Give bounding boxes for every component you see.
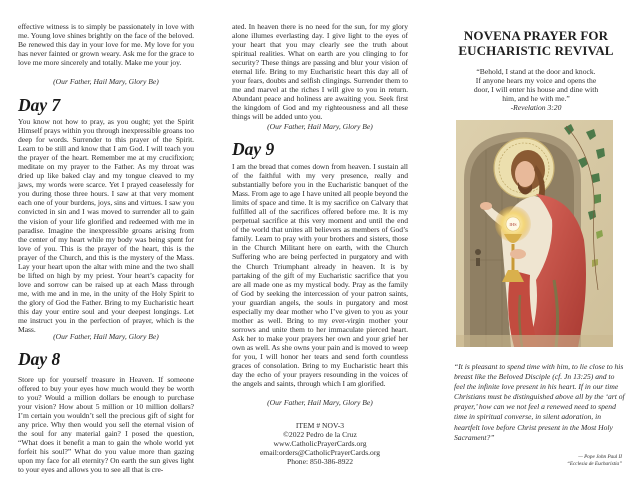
- scripture-reference: -Revelation 3:20: [510, 103, 562, 113]
- day9-prayer-line: (Our Father, Hail Mary, Glory Be): [267, 398, 373, 407]
- ihs-inscription: IHS: [509, 222, 517, 227]
- day7-heading: Day 7: [18, 95, 61, 115]
- painting-illustration: [456, 120, 613, 347]
- quote-attribution: [446, 454, 622, 468]
- quote-source: “Ecclesia de Eucharistia”: [566, 461, 622, 467]
- column-middle: [232, 0, 408, 489]
- publisher-footer: [232, 421, 408, 466]
- day9-heading: Day 9: [232, 139, 275, 159]
- quote-author: — Pope John Paul II: [578, 454, 622, 460]
- column-right: [446, 0, 626, 489]
- day8-text: Store up for yourself treasure in Heaven. If someone offered to buy your eyes how much would they be worth to you? Would a million dollars be enough to purchase your vision? How about 5 million or 10 million dollars? I’m certain you wouldn’t sell the precious gift of sight for any price. Why then would you sell the eternal vision of the soul for any material gain? I posed the question, “What does it benefit a man to gain the whole world yet forfeit his soul?” What do you value more than gazing upon my face for all eternity? On earth the sun gives light to your eyes and allows you to see all that is cre-: [18, 375, 194, 475]
- day8-prayer-line: (Our Father, Hail Mary, Glory Be): [267, 122, 373, 131]
- scripture-epigraph: [446, 67, 626, 112]
- epigraph-line: him, and he with me.”: [502, 94, 570, 104]
- phone-number: Phone: 850-386-8922: [286, 457, 354, 467]
- email-link[interactable]: email:orders@CatholicPrayerCards.org: [259, 448, 381, 458]
- epigraph-line: “Behold, I stand at the door and knock.: [476, 67, 596, 76]
- copyright: ©2022 Pedro de la Cruz: [283, 430, 357, 440]
- card-title-line1: NOVENA PRAYER FOR: [463, 28, 609, 43]
- day7-text: You know not how to pray, as you ought; yet the Spirit Himself prays within you through inexpressible groans too deep for words. Surrender to this prayer of the Spirit. Learn to be still and know that I am God. I will teach you the prayer of the heart. Remember me at my crucifixion; meditate on my prayer to the Father. As my throat was dried up like baked clay and my tongue cleaved to my jaws, my words were scarce. Yet I prayed ceaselessly for you during those three hours. I saw at that very moment each one of your burdens, joys, sins and virtues. I saw you convicted in sin and I was moved to surrender all to gain the vision of your life glorified and redeemed with me in paradise. Imagine the inexpressible groans arising from the center of my heart while my body was being spent for love of you. This is the prayer of the heart, this is the prayer of the Church, and this is the mystery of the Mass. Lay your heart upon the altar with mine and the two shall be lifted on high by my priest. Your heart’s capacity for love and sorrow can be raised up at each Mass through me, with me and in me, in the unity of the Holy Spirit to the glory of God the Father. Bring to my Eucharistic heart this day your entire soul and your deepest longings. Let me instruct you in the perfection of prayer, which is the Mass.: [18, 117, 194, 335]
- day6-prayer-line: (Our Father, Hail Mary, Glory Be): [53, 77, 159, 86]
- day8-continued-text: ated. In heaven there is no need for the sun, for my glory alone illumes everlasting day. I give light to the eyes of your heart that you may clearly see the truth about spiritual realities. What on earth are you clinging to for security? These things are passing and blur your vision of eternal life. Bring to my Eucharistic heart this day all of your fears, doubts and selfish clingings. Surrender them to me and marvel at the riches I will give to you in return. Abundant peace and holiness are awaiting you. Seek first the kingdom of God and my righteousness and all these things will be added unto you.: [232, 22, 408, 122]
- jesus-knocking-painting: [456, 120, 613, 347]
- papal-quote: “It is pleasant to spend time with him, to lie close to his breast like the Beloved Disciple (cf. Jn 13:25) and to feel the infinite love present in his heart. If in our time Christians must be distinguished above all by the ‘art of prayer,’ how can we not feel a renewed need to spend time in spiritual converse, in silent adoration, in heartfelt love before Christ present in the Most Holy Sacrament?”: [454, 362, 625, 442]
- item-number: ITEM # NOV-3: [295, 421, 345, 430]
- day8-heading: Day 8: [18, 349, 61, 369]
- day6-continued-text: effective witness is to simply be passionately in love with me. Young love shines brightly on the face of the beloved. Be renewed this day in your love for me. My love for you has never fainted or grown weary. Ask me for the grace to love me more sincerely and totally. Make me your joy.: [18, 22, 194, 68]
- column-left: [18, 0, 194, 489]
- epigraph-line: door, I will enter his house and dine with: [473, 85, 599, 95]
- epigraph-line: If anyone hears my voice and opens the: [475, 76, 597, 86]
- card-title: [446, 29, 626, 58]
- website-link[interactable]: www.CatholicPrayerCards.org: [273, 439, 367, 449]
- card-title-line2: EUCHARISTIC REVIVAL: [458, 42, 614, 58]
- day9-text: I am the bread that comes down from heaven. I sustain all of the faithful with my very presence, really and substantially before you in the Eucharistic banquet of the Mass. From age to age I have united all people beyond the limits of space and time. It is my sacrifice on Calvary that fulfilled all of the sacrifices offered before me. It is my perpetual sacrifice at this very moment and until the end of the world that unites all believers as members of God’s family. Learn to pray with your brothers and sisters, those in the Church Militant here on earth, with the Church Suffering who are being perfected in purgatory and with the Church Triumphant already in heaven. It is by partaking of the gift of my Eucharistic sacrifice that you are all made one as my mystical body. Pray as the family of God by seeking the intercession of your patron saints, your guardian angels, the souls in purgatory and most especially my dear mother who I’ve given to you as your mother as well. Bring to my ever-virgin mother your sorrows and unite them to her immaculate pierced heart. Ask her to make your prayers her own and your grief her own as well. As she owns your pain and is moved to weep for you, I will honor her tears and send forth countless graces of consolation. Bring to my Eucharistic heart this day the echo of your prayers resounding in the voices of the angels and saints, through which I am glorified.: [232, 162, 408, 389]
- day7-prayer-line: (Our Father, Hail Mary, Glory Be): [53, 332, 159, 341]
